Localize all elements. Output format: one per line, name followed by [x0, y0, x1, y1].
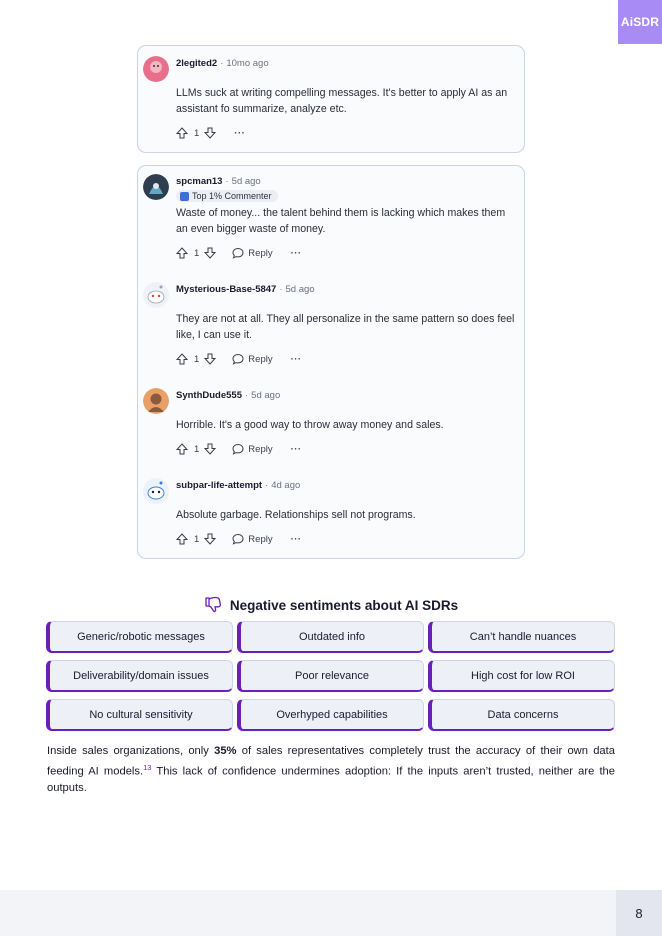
- comment-text: LLMs suck at writing compelling messages. It's better to apply AI as an assistant fo summarize, analyze etc.: [176, 87, 508, 115]
- reply-label: Reply: [248, 247, 273, 259]
- paragraph-text: Inside sales organizations, only: [47, 745, 215, 757]
- upvote-icon[interactable]: [176, 127, 188, 139]
- comment-actions: [176, 246, 302, 260]
- comment-meta: subpar-life-attempt · 4d ago: [176, 480, 301, 491]
- username[interactable]: subpar-life-attempt: [176, 480, 263, 491]
- username[interactable]: SynthDude555: [176, 390, 242, 401]
- comment-actions: [176, 126, 245, 140]
- username[interactable]: spcman13: [176, 176, 223, 187]
- reply-button[interactable]: [232, 443, 272, 455]
- comment-actions: [176, 442, 302, 456]
- comment-age: 4d ago: [271, 480, 301, 491]
- reply-icon: [232, 247, 244, 259]
- sentiment-tag: Generic/robotic messages: [46, 621, 233, 653]
- sentiments-heading: [0, 595, 662, 616]
- more-options-button[interactable]: ···: [290, 247, 302, 259]
- sentiments-title: Negative sentiments about AI SDRs: [229, 598, 459, 613]
- paragraph-text: of sales representatives completely trust the accuracy of their own data feeding AI models.: [47, 745, 615, 778]
- vote-count: 1: [194, 353, 200, 365]
- sentiment-tag: Overhyped capabilities: [237, 699, 424, 731]
- sentiment-tag: Outdated info: [237, 621, 424, 653]
- downvote-icon[interactable]: [204, 127, 216, 139]
- comment-meta: Mysterious-Base-5847 · 5d ago: [176, 284, 315, 295]
- more-options-button[interactable]: ···: [234, 127, 246, 139]
- paragraph-text: This lack of confidence undermines adoption: If the inputs aren’t trusted, neither are the outputs.: [47, 765, 615, 794]
- comment-age: 10mo ago: [226, 58, 269, 69]
- reply-label: Reply: [248, 443, 273, 455]
- user-avatar-icon[interactable]: [143, 56, 169, 82]
- comment-card-2: [137, 165, 525, 559]
- reply-button[interactable]: [232, 533, 272, 545]
- upvote-icon[interactable]: [176, 443, 188, 455]
- user-avatar-icon[interactable]: [143, 388, 169, 414]
- vote-count: 1: [194, 443, 200, 455]
- reply-label: Reply: [248, 533, 273, 545]
- downvote-icon[interactable]: [204, 443, 216, 455]
- username[interactable]: Mysterious-Base-5847: [176, 284, 277, 295]
- sentiment-tag: Poor relevance: [237, 660, 424, 692]
- sentiment-tag: No cultural sensitivity: [46, 699, 233, 731]
- downvote-icon[interactable]: [204, 353, 216, 365]
- comment-text: Absolute garbage. Relationships sell not programs.: [176, 509, 416, 521]
- comment-age: 5d ago: [231, 176, 261, 187]
- upvote-icon[interactable]: [176, 533, 188, 545]
- comment-actions: [176, 352, 302, 366]
- comment-text: Waste of money... the talent behind them is lacking which makes them an even bigger waste of money.: [176, 207, 506, 235]
- vote-count: 1: [194, 127, 200, 139]
- badge-icon: [180, 192, 189, 201]
- upvote-icon[interactable]: [176, 247, 188, 259]
- comment-meta: 2legited2 · 10mo ago: [176, 58, 269, 69]
- comment-card-1: [137, 45, 525, 153]
- reply-label: Reply: [248, 353, 273, 365]
- user-avatar-icon[interactable]: [143, 478, 169, 504]
- reply-icon: [232, 533, 244, 545]
- more-options-button[interactable]: ···: [290, 353, 302, 365]
- badge-label: Top 1% Commenter: [192, 191, 272, 201]
- user-avatar-icon[interactable]: [143, 282, 169, 308]
- comment-text: They are not at all. They all personalize in the same pattern so does feel like, I can use it.: [176, 313, 515, 341]
- comment-text: Horrible. It's a good way to throw away money and sales.: [176, 419, 444, 431]
- sentiment-tag: Can’t handle nuances: [428, 621, 615, 653]
- page-number: 8: [616, 890, 662, 936]
- vote-count: 1: [194, 533, 200, 545]
- upvote-icon[interactable]: [176, 353, 188, 365]
- reply-icon: [232, 443, 244, 455]
- sentiment-tag: Deliverability/domain issues: [46, 660, 233, 692]
- downvote-icon[interactable]: [204, 247, 216, 259]
- comment-meta: spcman13 · 5d ago: [176, 176, 261, 187]
- comment-actions: [176, 532, 302, 546]
- reply-icon: [232, 353, 244, 365]
- thumbs-down-icon: [204, 595, 222, 616]
- sentiment-tag: High cost for low ROI: [428, 660, 615, 692]
- footer-bar: [0, 890, 662, 936]
- user-avatar-icon[interactable]: [143, 174, 169, 200]
- downvote-icon[interactable]: [204, 533, 216, 545]
- footnote-ref[interactable]: 13: [143, 762, 152, 772]
- comment-age: 5d ago: [285, 284, 315, 295]
- brand-logo: AiSDR: [618, 0, 662, 44]
- comment-age: 5d ago: [251, 390, 281, 401]
- reply-button[interactable]: [232, 353, 272, 365]
- stat-highlight: 35%: [214, 745, 237, 757]
- body-paragraph: [47, 743, 615, 796]
- top-commenter-badge: [176, 190, 278, 202]
- reply-button[interactable]: [232, 247, 272, 259]
- more-options-button[interactable]: ···: [290, 533, 302, 545]
- more-options-button[interactable]: ···: [290, 443, 302, 455]
- vote-count: 1: [194, 247, 200, 259]
- username[interactable]: 2legited2: [176, 58, 218, 69]
- sentiment-tag: Data concerns: [428, 699, 615, 731]
- comment-meta: SynthDude555 · 5d ago: [176, 390, 281, 401]
